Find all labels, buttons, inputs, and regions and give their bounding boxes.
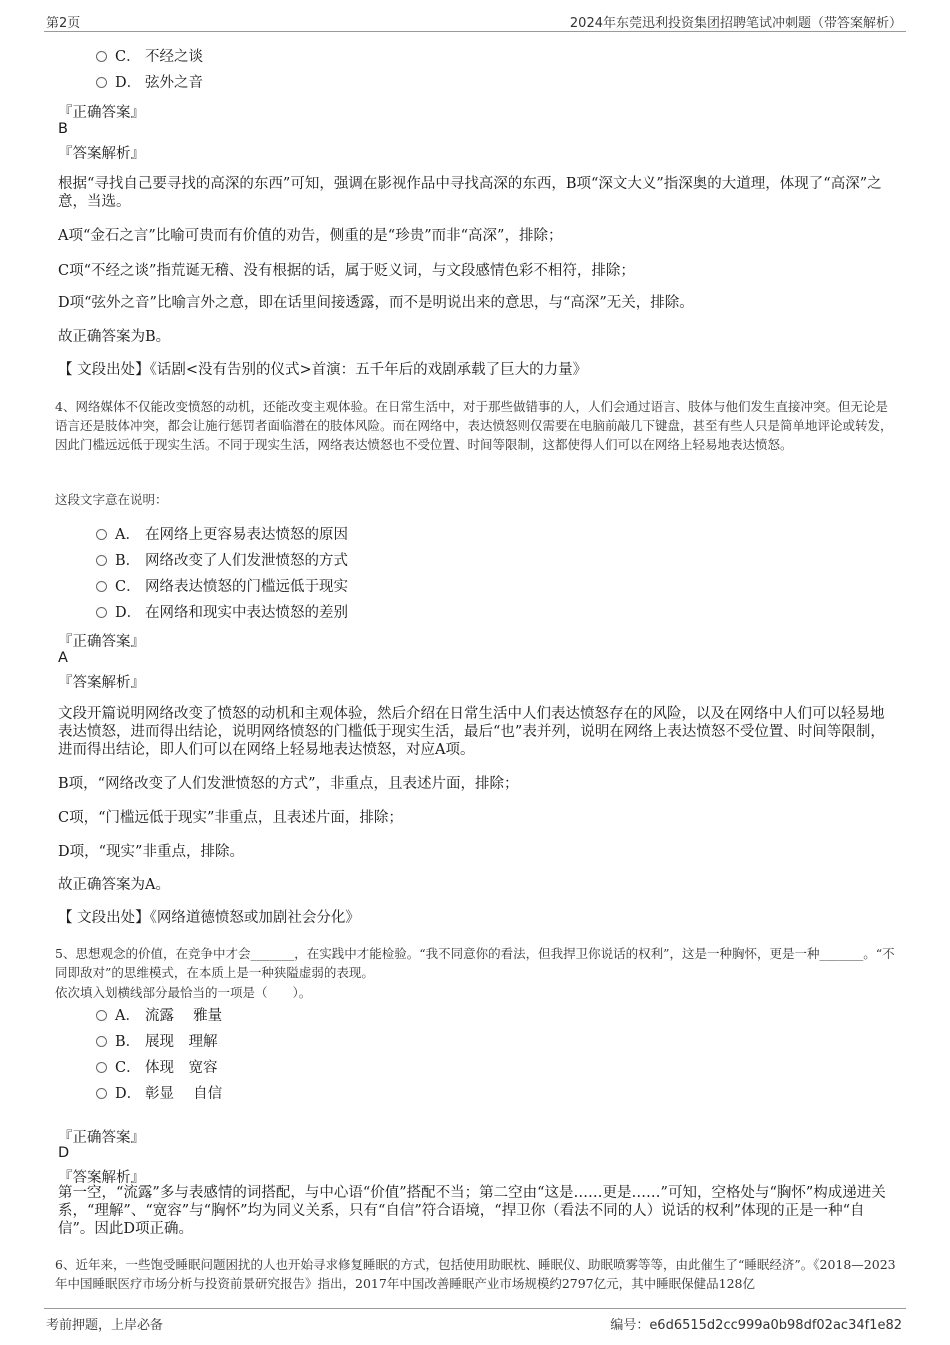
- q4-option-a[interactable]: [96, 525, 348, 545]
- radio-button-icon[interactable]: [96, 581, 107, 592]
- q4-analysis-para-1: 文段开篇说明网络改变了愤怒的动机和主观体验，然后介绍在日常生活中人们表达愤怒存在的风险，以及在网络中人们可以轻易地表达愤怒，进而得出结论，说明网络愤怒的门槛低于现实生活，最后“也”表并列，说明在网络上表达愤怒不受位置、时间等限制，进而得出结论，即人们可以在网络上轻易地表达愤怒，对应A项。: [58, 706, 885, 758]
- option-text: 弦外之音: [145, 75, 203, 91]
- document-title: 2024年东莞迅利投资集团招聘笔试冲刺题（带答案解析）: [569, 16, 902, 31]
- radio-button-icon[interactable]: [96, 1010, 107, 1021]
- option-text: 网络表达愤怒的门槛远低于现实: [145, 579, 348, 595]
- q3-analysis-para-5: 故正确答案为B。: [58, 329, 171, 345]
- radio-button-icon[interactable]: [96, 1036, 107, 1047]
- q4-prompt: 这段文字意在说明：: [55, 492, 168, 507]
- option-letter: D．: [115, 1086, 142, 1102]
- option-letter: B．: [115, 553, 141, 569]
- q3-option-d[interactable]: [96, 73, 203, 93]
- q3-answer-label: 『正确答案』: [58, 105, 145, 121]
- q4-analysis-para-4: D项，“现实”非重点，排除。: [58, 844, 244, 860]
- q4-answer: A: [58, 650, 68, 666]
- header-divider: [44, 31, 906, 32]
- q5-stem: 5、思想观念的价值，在竞争中才会_______，在实践中才能检验。“我不同意你的看法，但我捍卫你说话的权利”，这是一种胸怀，更是一种_______。“不同即敌对”的思维模式，在本质上是一种狭隘虚弱的表现。: [55, 946, 895, 980]
- q3-analysis-para-2: A项“金石之言”比喻可贵而有价值的劝告，侧重的是“珍贵”而非“高深”，排除；: [58, 228, 563, 244]
- document-id: 编号：e6d6515d2cc999a0b98df02ac34f1e82: [610, 1318, 902, 1333]
- q3-answer: B: [58, 121, 68, 137]
- option-letter: B．: [115, 1034, 141, 1050]
- option-text: 彰显 自信: [145, 1086, 223, 1102]
- option-letter: D．: [115, 75, 142, 91]
- option-text: 在网络和现实中表达愤怒的差别: [145, 605, 348, 621]
- q5-option-b[interactable]: [96, 1032, 218, 1052]
- q3-source: 【 文段出处】《话剧<没有告别的仪式>首演：五千年后的戏剧承载了巨大的力量》: [58, 362, 588, 378]
- radio-button-icon[interactable]: [96, 1088, 107, 1099]
- q3-analysis-para-3: C项“不经之谈”指荒诞无稽、没有根据的话，属于贬义词，与文段感情色彩不相符，排除；: [58, 263, 635, 279]
- option-letter: D．: [115, 605, 142, 621]
- q4-analysis-para-5: 故正确答案为A。: [58, 877, 170, 893]
- q5-answer-label: 『正确答案』: [58, 1130, 145, 1146]
- option-text: 展现 理解: [145, 1034, 218, 1050]
- option-letter: A．: [115, 527, 140, 543]
- q4-option-b[interactable]: [96, 551, 348, 571]
- q5-analysis-label: 『答案解析』: [58, 1170, 145, 1186]
- q5-option-c[interactable]: [96, 1058, 218, 1078]
- radio-button-icon[interactable]: [96, 77, 107, 88]
- q5-option-d[interactable]: [96, 1084, 222, 1104]
- radio-button-icon[interactable]: [96, 51, 107, 62]
- footer-slogan: 考前押题，上岸必备: [46, 1318, 164, 1333]
- q5-option-a[interactable]: [96, 1006, 222, 1026]
- radio-button-icon[interactable]: [96, 607, 107, 618]
- q5-answer: D: [58, 1145, 70, 1161]
- footer-divider: [44, 1308, 906, 1309]
- q6-stem: 6、近年来，一些饱受睡眠问题困扰的人也开始寻求修复睡眠的方式，包括使用助眠枕、睡眠仪、助眠喷雾等等，由此催生了“睡眠经济”。《2018—2023年中国睡眠医疗市场分析与投资前景研究报告》指出，2017年中国改善睡眠产业市场规模约2797亿元，其中睡眠保健品128亿: [55, 1257, 896, 1291]
- q3-option-c[interactable]: [96, 47, 203, 67]
- q5-analysis: 第一空，“流露”多与表感情的词搭配，与中心语“价值”搭配不当；第二空由“这是……更是……”可知，空格处与“胸怀”构成递进关系，“理解”、“宽容”与“胸怀”均为同义关系，只有“自信”符合语境，“捍卫你（看法不同的人）说话的权利”体现的正是一种“自信”。因此D项正确。: [58, 1185, 886, 1237]
- option-letter: C．: [115, 579, 141, 595]
- option-letter: C．: [115, 1060, 141, 1076]
- option-letter: C．: [115, 49, 141, 65]
- page-number: 第2页: [46, 16, 81, 31]
- radio-button-icon[interactable]: [96, 529, 107, 540]
- q3-analysis-para-1: 根据“寻找自己要寻找的高深的东西”可知，强调在影视作品中寻找高深的东西，B项“深文大义”指深奥的大道理，体现了“高深”之意，当选。: [58, 176, 882, 210]
- radio-button-icon[interactable]: [96, 555, 107, 566]
- q4-analysis-label: 『答案解析』: [58, 675, 145, 691]
- option-text: 在网络上更容易表达愤怒的原因: [145, 527, 348, 543]
- q3-analysis-label: 『答案解析』: [58, 146, 145, 162]
- option-text: 流露 雅量: [145, 1008, 223, 1024]
- radio-button-icon[interactable]: [96, 1062, 107, 1073]
- q4-answer-label: 『正确答案』: [58, 634, 145, 650]
- q5-prompt: 依次填入划横线部分最恰当的一项是（ ）。: [55, 985, 312, 1000]
- option-text: 网络改变了人们发泄愤怒的方式: [145, 553, 348, 569]
- q4-option-c[interactable]: [96, 577, 348, 597]
- option-text: 不经之谈: [145, 49, 203, 65]
- q4-option-d[interactable]: [96, 603, 348, 623]
- q4-analysis-para-2: B项，“网络改变了人们发泄愤怒的方式”，非重点，且表述片面，排除；: [58, 776, 519, 792]
- option-letter: A．: [115, 1008, 140, 1024]
- q3-analysis-para-4: D项“弦外之音”比喻言外之意，即在话里间接透露，而不是明说出来的意思，与“高深”无关，排除。: [58, 295, 694, 311]
- q4-stem: 4、网络媒体不仅能改变愤怒的动机，还能改变主观体验。在日常生活中，对于那些做错事的人，人们会通过语言、肢体与他们发生直接冲突。但无论是语言还是肢体冲突，都会让施行惩罚者面临潜在的肢体风险。而在网络中，表达愤怒则仅需要在电脑前敲几下键盘，甚至有些人只是简单地评论或转发，因此门槛远远低于现实生活。不同于现实生活，网络表达愤怒也不受位置、时间等限制，这都使得人们可以在网络上轻易地表达愤怒。: [55, 399, 893, 452]
- option-text: 体现 宽容: [145, 1060, 218, 1076]
- q4-analysis-para-3: C项，“门槛远低于现实”非重点，且表述片面，排除；: [58, 810, 403, 826]
- q4-source: 【 文段出处】《网络道德愤怒或加剧社会分化》: [58, 910, 360, 926]
